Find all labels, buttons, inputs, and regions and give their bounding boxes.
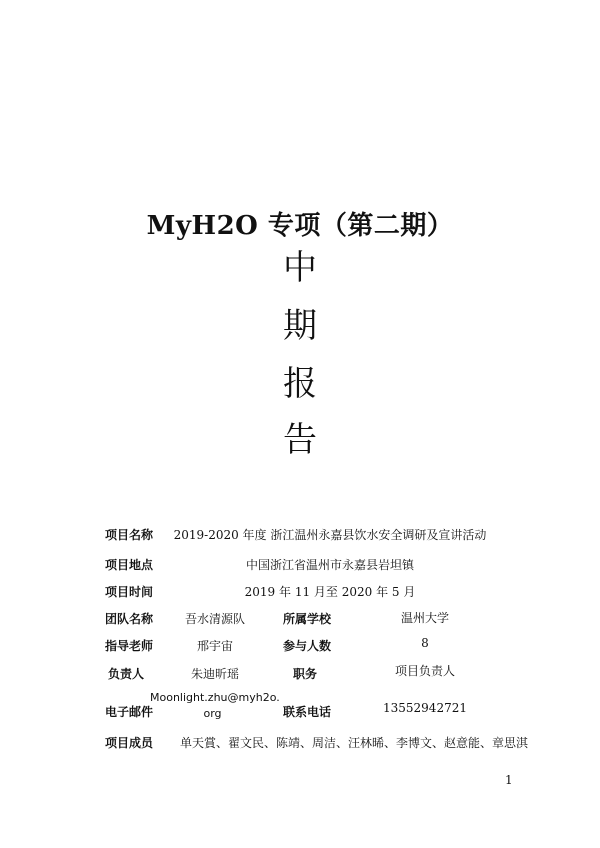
email-value bbox=[150, 690, 280, 722]
position-label: 职务 bbox=[293, 667, 318, 681]
leader-value: 朱迪昕瑶 bbox=[190, 667, 239, 681]
email-label: 电子邮件 bbox=[105, 705, 154, 719]
email-value-line-1: Moonlight.zhu@myh2o. bbox=[150, 691, 280, 704]
project-time-label: 项目时间 bbox=[105, 585, 154, 599]
project-name-value: 2019-2020 年度 浙江温州永嘉县饮水安全调研及宣讲活动 bbox=[173, 528, 487, 542]
advisor-label: 指导老师 bbox=[105, 639, 154, 653]
report-title: MyH2O 专项（第二期） bbox=[146, 211, 454, 241]
advisor-value: 邢宇宙 bbox=[196, 639, 233, 653]
school-value: 温州大学 bbox=[400, 611, 449, 625]
participants-label: 参与人数 bbox=[283, 639, 332, 653]
leader-label: 负责人 bbox=[108, 667, 145, 681]
position-value: 项目负责人 bbox=[394, 664, 455, 678]
members-label: 项目成员 bbox=[105, 736, 154, 750]
phone-label: 联系电话 bbox=[283, 705, 332, 719]
vertical-title-char-2: 期 bbox=[283, 306, 317, 346]
email-value-line-2: org bbox=[203, 707, 222, 720]
members-value: 单天賞、翟文民、陈靖、周洁、汪林晞、李博文、赵意能、章思淇 bbox=[180, 736, 529, 750]
project-name-label: 项目名称 bbox=[105, 528, 154, 542]
school-label: 所属学校 bbox=[283, 612, 332, 626]
vertical-title-char-4: 告 bbox=[283, 420, 317, 460]
participants-value: 8 bbox=[421, 636, 429, 650]
project-location-value: 中国浙江省温州市永嘉县岩坦镇 bbox=[245, 558, 414, 572]
phone-value: 13552942721 bbox=[383, 701, 467, 715]
project-location-label: 项目地点 bbox=[105, 558, 154, 572]
page-number: 1 bbox=[505, 773, 513, 787]
vertical-title-char-3: 报 bbox=[283, 364, 317, 404]
vertical-title-char-1: 中 bbox=[283, 248, 317, 288]
team-name-label: 团队名称 bbox=[105, 612, 154, 626]
project-time-value: 2019 年 11 月至 2020 年 5 月 bbox=[244, 585, 416, 599]
team-name-value: 吾水清源队 bbox=[184, 612, 245, 626]
